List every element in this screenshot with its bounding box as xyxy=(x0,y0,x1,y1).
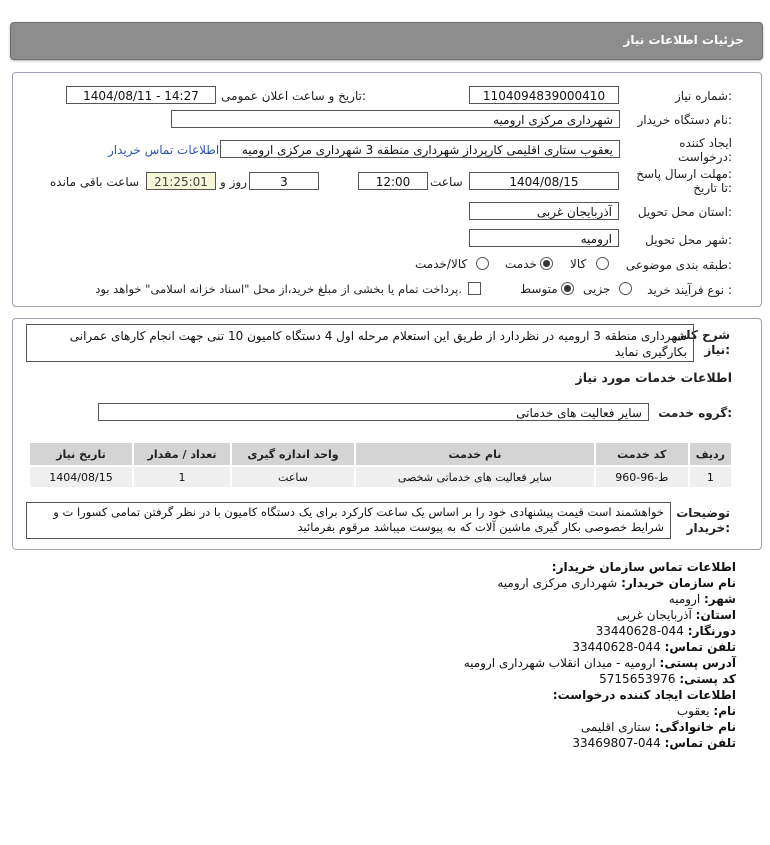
process-minor-radio[interactable] xyxy=(619,282,632,295)
process-medium-label: متوسط xyxy=(520,282,558,296)
category-label: طبقه بندی موضوعی: xyxy=(625,258,732,272)
services-table xyxy=(28,441,733,489)
col-unit: واحد اندازه گیری xyxy=(232,443,354,465)
city-field: ارومیه xyxy=(469,229,619,247)
province-label: استان محل تحویل: xyxy=(637,205,732,219)
deadline-time-label: ساعت xyxy=(430,175,463,189)
creator-phone-line: تلفن تماس: 044-33469807 xyxy=(572,736,736,750)
creator-family-line: نام خانوادگی: ستاری اقلیمی xyxy=(580,720,736,734)
buyer-notes-box xyxy=(26,502,671,539)
contact-province-line: استان: آذربایجان غربی xyxy=(616,608,736,622)
days-field: 3 xyxy=(249,172,319,190)
deadline-label-1: مهلت ارسال پاسخ: xyxy=(636,167,732,181)
buyer-notes-label-2: خریدار: xyxy=(686,521,730,535)
cell-unit: ساعت xyxy=(232,467,354,487)
buyer-org-field: شهرداری مرکزی ارومیه xyxy=(171,110,620,128)
deadline-time-field: 12:00 xyxy=(358,172,428,190)
category-goods-label: کالا xyxy=(570,257,587,271)
deadline-label-2: تا تاریخ: xyxy=(693,181,732,195)
services-table-header xyxy=(30,443,731,465)
table-row xyxy=(30,467,731,487)
cell-need-date: 1404/08/15 xyxy=(30,467,132,487)
page-title: جزئیات اطلاعات نیاز xyxy=(623,33,744,47)
description-text: شهرداری منطقه 3 ارومیه در نظردارد از طریق این استعلام مرحله اول 4 دستگاه کامیون 10 تنی جهت انجام کارهای عمرانی بکارگیری نماید xyxy=(69,329,687,359)
contact-phone-line: تلفن تماس: 044-33440628 xyxy=(572,640,736,654)
cell-service-name: سایر فعالیت های خدماتی شخصی xyxy=(356,467,594,487)
process-medium-radio[interactable] xyxy=(561,282,574,295)
cell-row: 1 xyxy=(690,467,731,487)
contact-city-line: شهر: ارومیه xyxy=(668,592,736,606)
cell-quantity: 1 xyxy=(134,467,230,487)
buyer-notes-text: خواهشمند است قیمت پیشنهادی خود را بر اساس یک ساعت کارکرد برای یک دستگاه کامیون با در نظر گرفتن تمامی کسورا ت و شرایط خصوصی بکار گیری ماشین آلات که به پیوست میباشد مرقوم بفرمائید xyxy=(53,505,664,534)
page-header-bar xyxy=(10,22,763,60)
remaining-time-field: 21:25:01 xyxy=(146,172,216,190)
contact-fax-line: دورنگار: 044-33440628 xyxy=(595,624,736,638)
services-section-title: اطلاعات خدمات مورد نیاز xyxy=(575,370,732,385)
category-goods-radio[interactable] xyxy=(596,257,609,270)
need-number-label: شماره نیاز: xyxy=(674,89,732,103)
creator-name-line: نام: یعقوب xyxy=(676,704,736,718)
contact-org-line: نام سازمان خریدار: شهرداری مرکزی ارومیه xyxy=(497,576,736,590)
description-box xyxy=(26,324,694,362)
creator-section-title: اطلاعات ایجاد کننده درخواست: xyxy=(552,688,736,702)
services-table-wrapper xyxy=(28,441,733,489)
category-service-label: خدمت xyxy=(505,257,537,271)
creator-field: یعقوب ستاری اقلیمی کارپرداز شهرداری منطقه 3 شهرداری مرکزی ارومیه xyxy=(220,140,620,158)
days-label: روز و xyxy=(220,175,247,189)
category-goods-service-label: کالا/خدمت xyxy=(415,257,468,271)
remaining-time-label: ساعت باقی مانده xyxy=(50,175,140,189)
cell-service-code: ط-96-960 xyxy=(596,467,688,487)
description-label-1: شرح کلی xyxy=(673,328,730,342)
col-service-code: کد خدمت xyxy=(596,443,688,465)
creator-label-1: ایجاد کننده xyxy=(679,136,732,150)
contact-postal-line: کد پستی: 5715653976 xyxy=(599,672,736,686)
deadline-date-field: 1404/08/15 xyxy=(469,172,619,190)
col-service-name: نام خدمت xyxy=(356,443,594,465)
col-row: ردیف xyxy=(690,443,731,465)
province-field: آذربایجان غربی xyxy=(469,202,619,220)
announce-datetime-label: تاریخ و ساعت اعلان عمومی: xyxy=(221,89,366,103)
treasury-payment-note: پرداخت تمام یا بخشی از مبلغ خرید،از محل "اسناد خزانه اسلامی" خواهد بود. xyxy=(95,282,462,296)
contact-section-title: اطلاعات تماس سازمان خریدار: xyxy=(551,560,736,574)
contact-address-line: آدرس پستی: ارومیه - میدان انقلاب شهرداری ارومیه xyxy=(463,656,736,670)
service-group-field: سایر فعالیت های خدماتی xyxy=(98,403,649,421)
buyer-org-label: نام دستگاه خریدار: xyxy=(637,113,732,127)
city-label: شهر محل تحویل: xyxy=(645,233,732,247)
category-goods-service-radio[interactable] xyxy=(476,257,489,270)
process-type-label: نوع فرآیند خرید : xyxy=(647,283,732,297)
buyer-contact-link[interactable]: اطلاعات تماس خریدار xyxy=(108,143,220,157)
service-group-label: گروه خدمت: xyxy=(658,406,732,420)
need-number-field: 1104094839000410 xyxy=(469,86,619,104)
announce-datetime-field: 1404/08/11 - 14:27 xyxy=(66,86,216,104)
buyer-notes-label-1: توضیحات xyxy=(676,506,730,520)
col-quantity: تعداد / مقدار xyxy=(134,443,230,465)
treasury-payment-checkbox[interactable] xyxy=(468,282,481,295)
creator-label-2: درخواست: xyxy=(678,150,732,164)
process-minor-label: جزیی xyxy=(583,282,611,296)
col-need-date: تاریخ نیاز xyxy=(30,443,132,465)
category-service-radio[interactable] xyxy=(540,257,553,270)
description-label-2: نیاز: xyxy=(704,343,730,357)
